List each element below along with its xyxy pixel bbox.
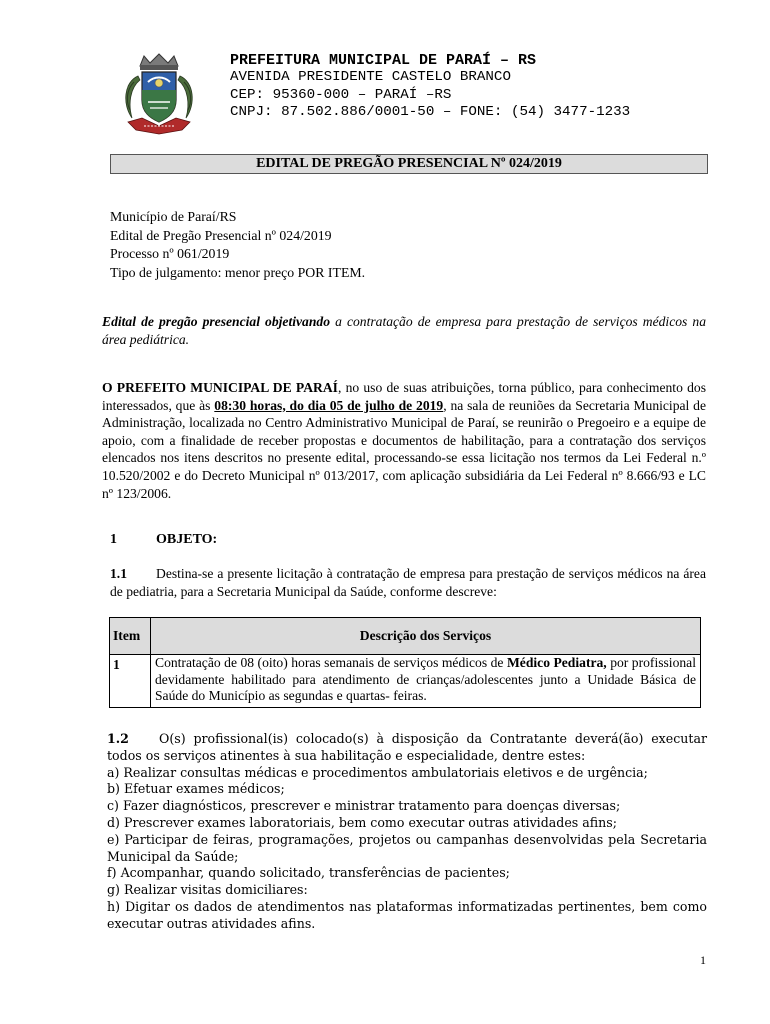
- row-desc-a: Contratação de 08 (oito) horas semanais de serviços médicos de: [155, 655, 507, 670]
- prefeitura-title: PREFEITURA MUNICIPAL DE PARAÍ – RS: [230, 52, 537, 69]
- row-desc-bold: Médico Pediatra,: [506, 655, 607, 670]
- page-number: 1: [700, 953, 706, 967]
- address-line: AVENIDA PRESIDENTE CASTELO BRANCO: [230, 69, 511, 86]
- objective-paragraph: [102, 313, 706, 348]
- list-item: d) Prescrever exames laboratoriais, bem como executar outras atividades afins;: [107, 814, 617, 830]
- info-processo: Processo nº 061/2019: [110, 246, 230, 262]
- paragraph-text: O(s) profissional(is) colocado(s) à disposição da Contratante deverá(ão) executar todos os serviços atinentes à sua habilitação e especialidade, dentre estes:: [107, 731, 707, 763]
- header-item: Item: [110, 618, 151, 655]
- cep-line: CEP: 95360-000 – PARAÍ –RS: [230, 86, 452, 103]
- intro-lead: O PREFEITO MUNICIPAL DE PARAÍ: [102, 380, 338, 395]
- paragraph-number: 1.2: [107, 731, 129, 746]
- objective-text: a contratação de empresa para prestação de serviços médicos na área pediátrica.: [102, 314, 706, 347]
- paragraph-text: Destina-se a presente licitação à contratação de empresa para prestação de serviços médicos na área de pediatria, para a Secretaria Municipal da Saúde, conforme descreve:: [110, 566, 706, 599]
- intro-paragraph: [102, 379, 706, 502]
- row-item-number: 1: [110, 655, 151, 708]
- cnpj-line: CNPJ: 87.502.886/0001-50 – FONE: (54) 3477-1233: [230, 103, 631, 120]
- list-item: f) Acompanhar, quando solicitado, transferências de pacientes;: [107, 865, 510, 881]
- info-municipio: Município de Paraí/RS: [110, 209, 237, 224]
- list-item: h) Digitar os dados de atendimentos nas plataformas informatizadas pertinentes, bem como executar outras atividades afins.: [107, 898, 707, 931]
- info-edital: Edital de Pregão Presencial nº 024/2019: [110, 227, 332, 243]
- table-row: [110, 655, 701, 708]
- section-title: OBJETO:: [156, 532, 218, 547]
- row-description: [151, 655, 701, 708]
- paragraph-1-2: [107, 731, 707, 933]
- letterhead: [230, 52, 630, 121]
- objective-lead: Edital de pregão presencial objetivando: [102, 314, 330, 329]
- edital-info: [110, 208, 365, 282]
- municipal-crest-icon: [118, 52, 200, 138]
- list-item: g) Realizar visitas domiciliares:: [107, 882, 308, 898]
- list-item: c) Fazer diagnósticos, prescrever e ministrar tratamento para doenças diversas;: [107, 798, 621, 814]
- list-item: a) Realizar consultas médicas e procedimentos ambulatoriais eletivos e de urgência;: [107, 764, 648, 780]
- edital-title: EDITAL DE PREGÃO PRESENCIAL Nº 024/2019: [110, 154, 708, 174]
- header-description: Descrição dos Serviços: [151, 618, 701, 655]
- paragraph-1-1: [110, 565, 706, 600]
- list-item: e) Participar de feiras, programações, projetos ou campanhas desenvolvidas pela Secretaria Municipal da Saúde;: [107, 831, 707, 864]
- info-julgamento: Tipo de julgamento: menor preço POR ITEM.: [110, 264, 366, 280]
- section-number: 1: [110, 532, 117, 547]
- paragraph-1-2-intro: [107, 731, 707, 765]
- intro-text-1: , no uso de suas atribuições, torna público, para conhecimento dos interessados, que às: [102, 380, 706, 413]
- intro-datetime: 08:30 horas, do dia 05 de julho de 2019: [214, 397, 444, 413]
- table-header-row: [110, 618, 701, 655]
- paragraph-number: 1.1: [110, 566, 127, 581]
- row-desc-b: por profissional devidamente habilitado para atendimento de crianças/adolescentes junto a Unidade Básica de Saúde do Município as segundas e quartas- feiras.: [155, 655, 696, 704]
- intro-text-2: , na sala de reuniões da Secretaria Municipal de Administração, localizada no Centro Administrativo Municipal de Paraí, se reunirão o Pregoeiro e a equipe de apoio, com a finalidade de receber propostas e documentos de habilitação, para a contratação dos serviços elencados nos itens descritos no presente edital, processando-se essa licitação nos termos da Lei Federal n.º 10.520/2002 e do Decreto Municipal nº 013/2017, com aplicação subsidiária da Lei Federal nº 8.666/93 e LC nº 123/2006.: [102, 397, 706, 501]
- services-table: [109, 617, 701, 708]
- section-heading-objeto: [110, 532, 217, 548]
- list-item: b) Efetuar exames médicos;: [107, 781, 285, 797]
